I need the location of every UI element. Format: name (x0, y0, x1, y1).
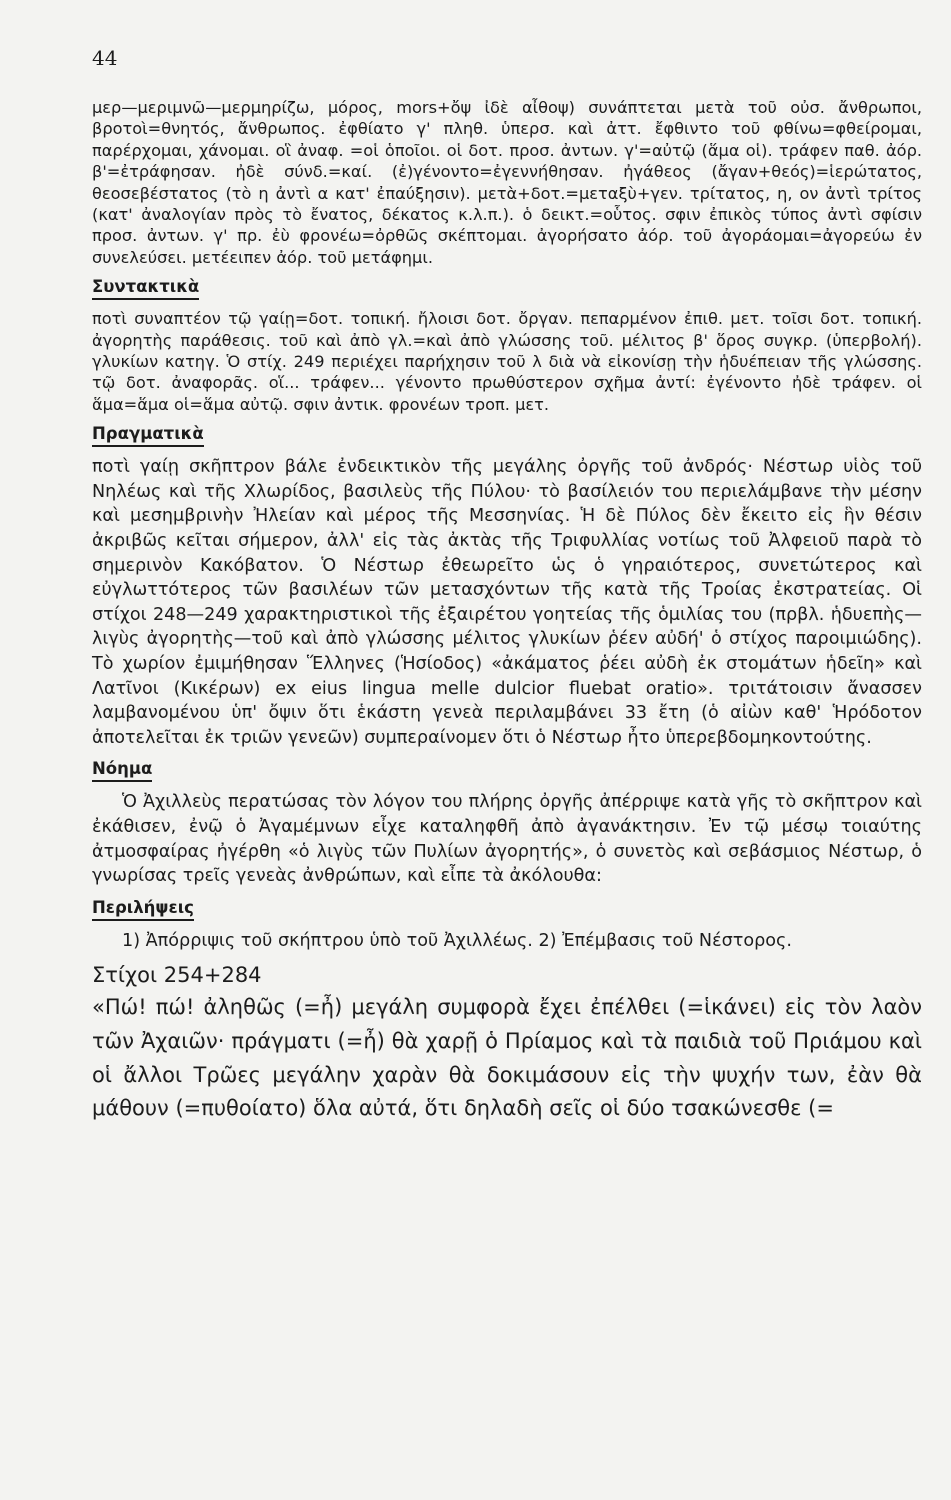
summary-heading: Περιλήψεις (92, 897, 194, 921)
vocabulary-notes: μερ—μεριμνῶ—μερμηρίζω, μόρος, mors+ὄψ ἰδὲ αἶθοψ) συνάπτεται μετὰ τοῦ οὐσ. ἄνθρωποι, βροτοὶ=θνητός, ἄνθρωπος. ἐφθίατο γ' πληθ. ὑπερσ. καὶ ἀττ. ἔφθιντο τοῦ φθίνω=φθείρομαι, παρέρχομαι, χάνομαι. οἳ ἀναφ. =οἱ ὁποῖοι. οἱ δοτ. προσ. ἀντων. γ'=αὐτῷ (ἅμα οἱ). τράφεν παθ. ἀόρ. β'=ἐτράφησαν. ἠδὲ σύνδ.=καί. (ἐ)γένοντο=ἐγεννήθησαν. ἠγάθεος (ἄγαν+θεός)=ἱερώτατος, θεοσεβέστατος (τὸ η ἀντὶ α κατ' ἐπαύξησιν). μετὰ+δοτ.=μεταξὺ+γεν. τρίτατος, η, ον ἀντὶ τρίτος (κατ' ἀναλογίαν πρὸς τὸ ἔνατος, δέκατος κ.λ.π.). ὁ δεικτ.=οὗτος. σφιν ἐπικὸς τύπος ἀντὶ σφίσιν προσ. ἀντων. γ' πρ. ἐὺ φρονέω=ὀρθῶς σκέπτομαι. ἀγορήσατο ἀόρ. τοῦ ἀγοράομαι=ἀγορεύω ἐν συνελεύσει. μετέειπεν ἀόρ. τοῦ μετάφημι. (92, 98, 922, 267)
meaning-heading: Νόημα (92, 758, 152, 782)
summary-text: 1) Ἀπόρριψις τοῦ σκήπτρου ὑπὸ τοῦ Ἀχιλλέως. 2) Ἐπέμβασις τοῦ Νέστορος. (122, 930, 792, 951)
syntax-heading: Συντακτικὰ (92, 276, 199, 300)
page-number: 44 (92, 46, 118, 70)
verses-paraphrase: «Πώ! πώ! ἀληθῶς (=ἦ) μεγάλη συμφορὰ ἔχει ἐπέλθει (=ἱκάνει) εἰς τὸν λαὸν τῶν Ἀχαιῶν· πράγματι (=ἦ) θὰ χαρῇ ὁ Πρίαμος καὶ τὰ παιδιὰ τοῦ Πριάμου καὶ οἱ ἄλλοι Τρῶες μεγάλην χαρὰν θὰ δοκιμάσουν εἰς τὴν ψυχήν των, ἐὰν θὰ μάθουν (=πυθοίατο) ὅλα αὐτά, ὅτι δηλαδὴ σεῖς οἱ δύο τσακώνεσθε (= (92, 995, 922, 1121)
meaning-text: Ὁ Ἀχιλλεὺς περατώσας τὸν λόγον του πλήρης ὀργῆς ἀπέρριψε κατὰ γῆς τὸ σκῆπτρον καὶ ἐκάθισεν, ἐνῷ ὁ Ἀγαμέμνων εἶχε καταληφθῆ ἀπὸ ἀγανάκτησιν. Ἐν τῷ μέσῳ τοιαύτης ἀτμοσφαίρας ἠγέρθη «ὁ λιγὺς τῶν Πυλίων ἀγορητής», ὁ συνετὸς καὶ σεβάσμιος Νέστωρ, ὁ γνωρίσας τρεῖς γενεὰς ἀνθρώπων, καὶ εἶπε τὰ ἀκόλουθα: (92, 792, 922, 887)
realia-heading: Πραγματικὰ (92, 423, 204, 447)
verses-title: Στίχοι 254+284 (92, 963, 262, 988)
page-body (92, 97, 922, 1126)
realia-notes: ποτὶ γαίῃ σκῆπτρον βάλε ἐνδεικτικὸν τῆς μεγάλης ὀργῆς τοῦ ἀνδρός· Νέστωρ υἱὸς τοῦ Νηλέως καὶ τῆς Χλωρίδος, βασιλεὺς τῆς Πύλου· τὸ βασίλειόν του περιελάμβανε τὴν μέσην καὶ μεσημβρινὴν Ἠλείαν καὶ μέρος τῆς Μεσσηνίας. Ἡ δὲ Πύλος δὲν ἔκειτο εἰς ἣν θέσιν ἀκριβῶς κεῖται σήμερον, ἀλλ' εἰς τὰς ἀκτὰς τῆς Τριφυλλίας νοτίως τοῦ Ἀλφειοῦ παρὰ τὸ σημερινὸν Κακόβατον. Ὁ Νέστωρ ἐθεωρεῖτο ὡς ὁ γηραιότερος, συνετώτερος καὶ εὐγλωττότερος τῶν βασιλέων τῶν μετασχόντων τῆς κατὰ τῆς Τροίας ἐκστρατείας. Οἱ στίχοι 248—249 χαρακτηριστικοὶ τῆς ἐξαιρέτου γοητείας τῆς ὁμιλίας του (πρβλ. ἡδυεπὴς—λιγὺς ἀγορητὴς—τοῦ καὶ ἀπὸ γλώσσης μέλιτος γλυκίων ῥέεν αὐδή' ὁ στίχος παροιμιώδης). Τὸ χωρίον ἐμιμήθησαν Ἕλληνες (Ἡσίοδος) «ἀκάματος ῥέει αὐδὴ ἐκ στομάτων ἡδεῖη» καὶ Λατῖνοι (Κικέρων) ex eius lingua melle dulcior fluebat oratio». τριτάτοισιν ἄνασσεν λαμβανομένου ὑπ' ὄψιν ὅτι ἑκάστη γενεὰ περιλαμβάνει 33 ἔτη (ὁ αἰὼν καθ' Ἡρόδοτον ἀποτελεῖται ἐκ τριῶν γενεῶν) συμπεραίνομεν ὅτι ὁ Νέστωρ ἦτο ὑπερεβδομηκοντούτης. (92, 457, 922, 748)
syntax-notes: ποτὶ συναπτέον τῷ γαίῃ=δοτ. τοπική. ἤλοισι δοτ. ὄργαν. πεπαρμένον ἐπιθ. μετ. τοῖσι δοτ. τοπική. ἀγορητὴς παράθεσις. τοῦ καὶ ἀπὸ γλ.=καὶ ἀπὸ γλώσσης τοῦ. μέλιτος β' ὅρος συγκρ. (ὑπερβολή). γλυκίων κατηγ. Ὁ στίχ. 249 περιέχει παρήχησιν τοῦ λ διὰ νὰ εἰκονίσῃ τὴν ἡδυέπειαν τῆς γλώσσης. τῷ δοτ. ἀναφορᾶς. οἵ... τράφεν... γένοντο πρωθύστερον σχῆμα ἀντί: ἐγένοντο ἠδὲ τράφεν. οἱ ἅμα=ἅμα οἱ=ἅμα αὐτῷ. σφιν ἀντικ. φρονέων τροπ. μετ. (92, 309, 922, 414)
